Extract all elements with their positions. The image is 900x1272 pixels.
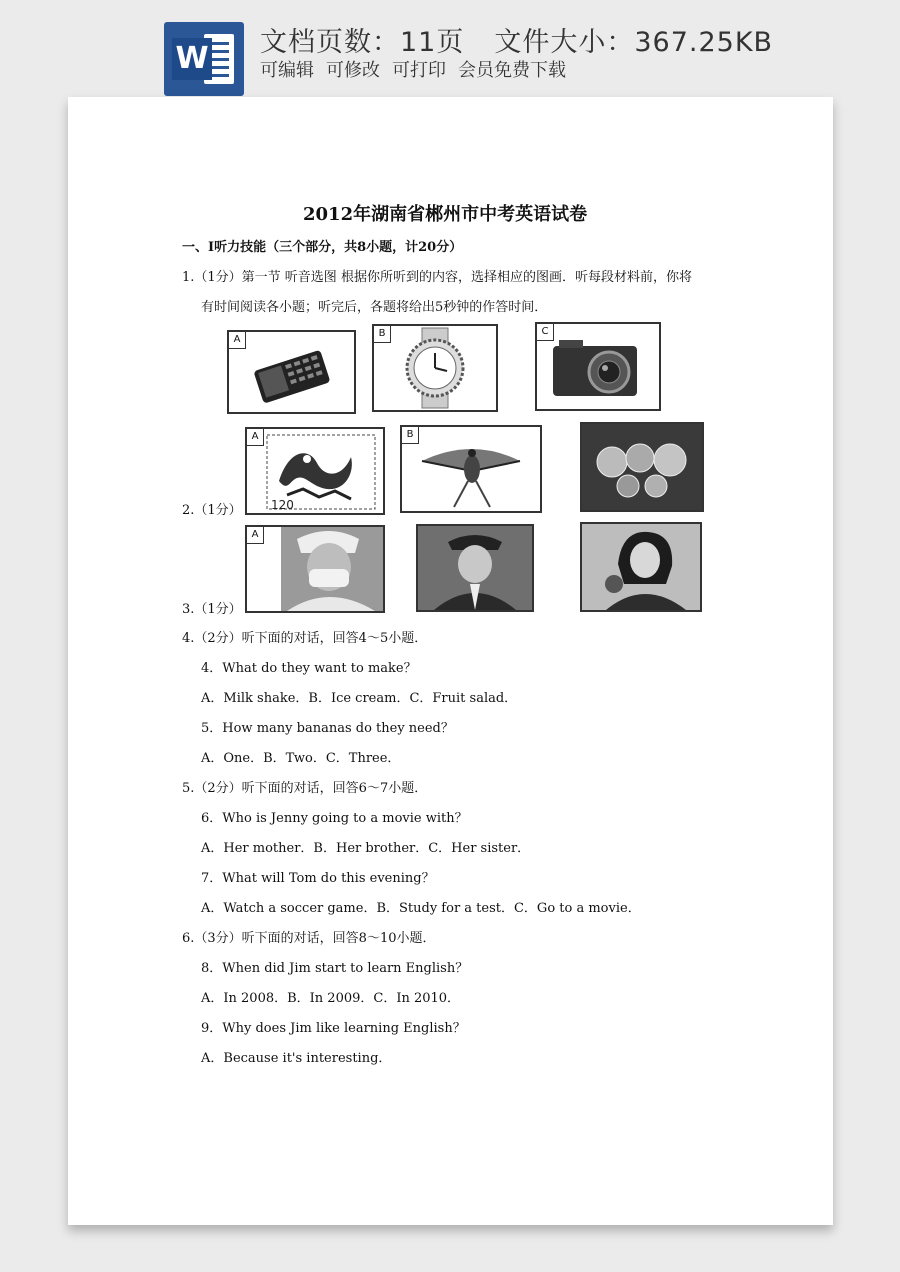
feature-modifiable: 可修改 [326, 60, 380, 81]
q1-option-c-image [535, 322, 661, 411]
woman-photo-icon [582, 524, 700, 610]
q2-option-a-image [245, 427, 385, 515]
question-4-options-1: A．Milk shake．B．Ice cream．C．Fruit salad． [201, 691, 518, 706]
question-6-options-1: A．In 2008．B．In 2009．C．In 2010． [201, 991, 461, 1006]
page-title: 2012年湖南省郴州市中考英语试卷 [303, 204, 588, 225]
question-3-label: 3.（1分） [182, 602, 242, 617]
q1-option-a-image [227, 330, 356, 414]
q3-option-a-image [245, 525, 385, 613]
file-info [260, 20, 803, 59]
police-officer-photo-icon [418, 526, 532, 610]
q1-option-b-image [372, 324, 498, 412]
nurse-photo-icon [247, 527, 383, 611]
question-6: 6.（3分）听下面的对话，回答8～10小题． [182, 931, 436, 946]
question-5-sub-1: 6．Who is Jenny going to a movie with？ [201, 811, 468, 826]
option-label: A [246, 526, 264, 544]
question-5-options-1: A．Her mother．B．Her brother．C．Her sister． [201, 841, 531, 856]
camera-icon [537, 324, 659, 409]
word-file-icon [164, 22, 244, 96]
option-label: A [246, 428, 264, 446]
question-4-options-2: A．One．B．Two．C．Three． [201, 751, 401, 766]
word-logo-letter: W [172, 38, 212, 80]
feature-editable: 可编辑 [260, 60, 314, 81]
page-count: 文档页数：11页 [260, 27, 465, 58]
feature-printable: 可打印 [392, 60, 446, 81]
question-1-line-1: 1.（1分）第一节 听音选图 根据你所听到的内容，选择相应的图画．听每段材料前，你将 [182, 270, 692, 285]
q2-option-b-image [400, 425, 542, 513]
option-label: B [401, 426, 419, 444]
q3-option-c-image [580, 522, 702, 612]
file-size: 文件大小：367.25KB [494, 27, 774, 58]
question-2-label: 2.（1分） [182, 503, 242, 518]
coins-icon [582, 424, 702, 510]
download-banner [0, 0, 900, 98]
question-5: 5.（2分）听下面的对话，回答6～7小题． [182, 781, 428, 796]
option-label: A [228, 331, 246, 349]
q3-option-b-image [416, 524, 534, 612]
section-heading: 一、Ⅰ听力技能（三个部分，共8小题，计20分） [182, 240, 463, 255]
kite-icon [402, 427, 540, 511]
question-1-line-2: 有时间阅读各小题；听完后，各题将给出5秒钟的作答时间． [201, 300, 548, 315]
q2-option-c-image [580, 422, 704, 512]
question-5-options-2: A．Watch a soccer game．B．Study for a test．C．Go to a movie． [201, 901, 641, 916]
question-5-sub-2: 7．What will Tom do this evening？ [201, 871, 435, 886]
mobile-phone-icon [229, 332, 354, 412]
document-page [68, 97, 833, 1225]
option-label: B [373, 325, 391, 343]
feature-member-download: 会员免费下载 [458, 60, 566, 81]
wristwatch-icon [374, 326, 496, 410]
dragon-stamp-icon [247, 429, 383, 513]
option-label: C [536, 323, 554, 341]
question-4-sub-2: 5．How many bananas do they need？ [201, 721, 454, 736]
question-4: 4.（2分）听下面的对话，回答4～5小题． [182, 631, 428, 646]
feature-list [260, 56, 578, 82]
question-6-sub-1: 8．When did Jim start to learn English？ [201, 961, 469, 976]
stamp-value: 120 [271, 498, 294, 512]
question-6-options-2: A．Because it's interesting． [201, 1051, 392, 1066]
question-6-sub-2: 9．Why does Jim like learning English？ [201, 1021, 466, 1036]
question-4-sub-1: 4．What do they want to make？ [201, 661, 417, 676]
